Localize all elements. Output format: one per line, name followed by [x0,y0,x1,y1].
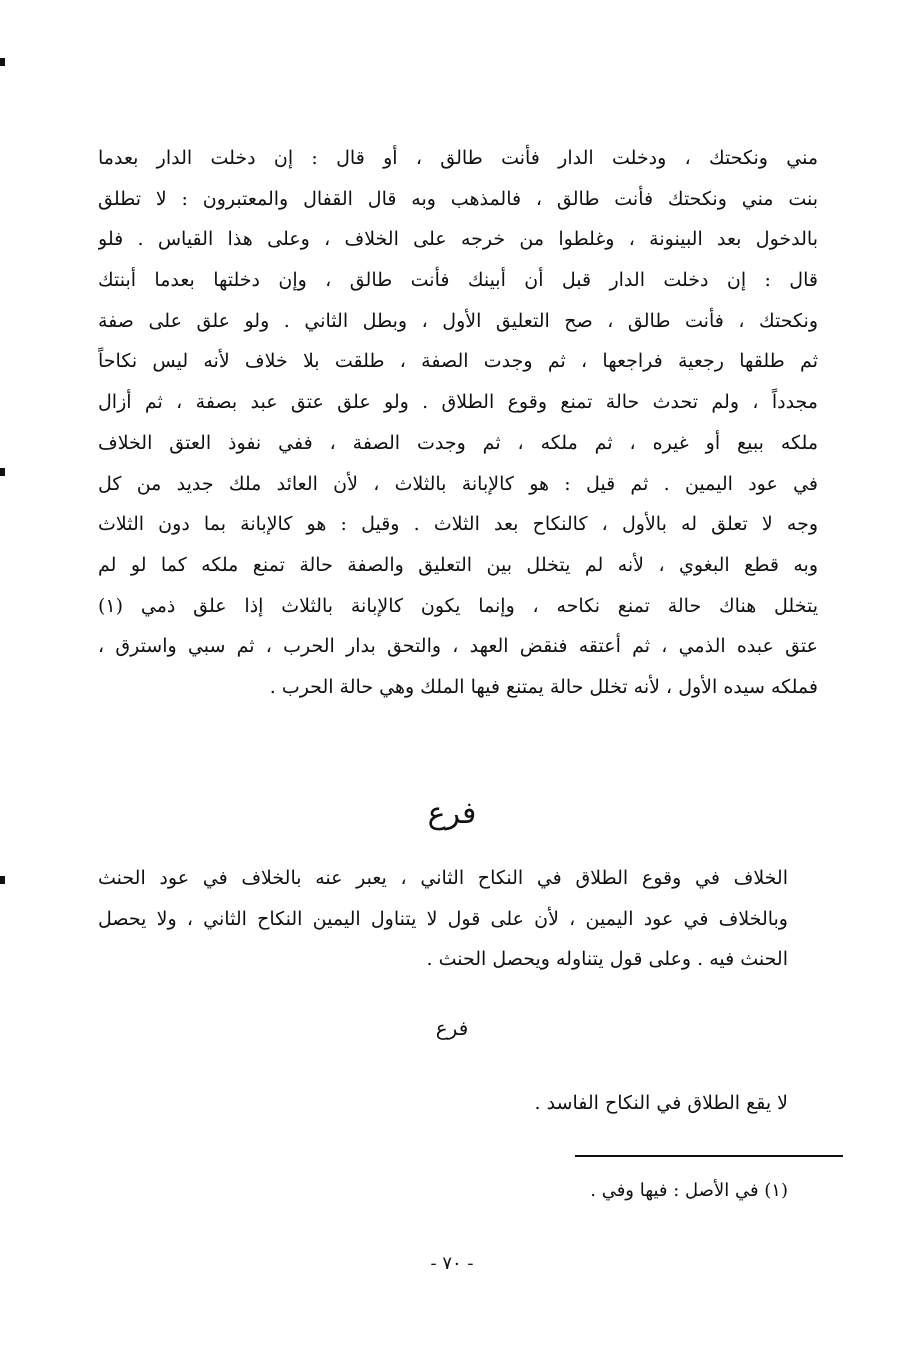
subsection-heading: فرع [435,1016,469,1040]
text-line: مجدداً ، ولم تحدث حالة تمنع وقوع الطلاق . ولو علق عتق عبد بصفة ، ثم أزال [98,391,818,414]
section-heading: فرع [427,796,477,831]
scan-margin-mark [0,58,5,66]
text-line: بنت مني ونكحتك فأنت طالق ، فالمذهب وبه قال القفال والمعتبرون : لا تطلق [98,187,818,210]
scan-margin-mark [0,876,5,884]
text-line: يتخلل هناك حالة تمنع نكاحه ، وإنما يكون كالإبانة بالثلاث إذا علق ذمي (١) [98,594,818,617]
text-line: ثم طلقها رجعية فراجعها ، ثم وجدت الصفة ، طلقت بلا خلاف لأنه ليس نكاحاً [98,350,818,373]
text-line: لا يقع الطلاق في النكاح الفاسد . [534,1092,788,1114]
main-paragraph [98,138,818,708]
text-line: مني ونكحتك ، ودخلت الدار فأنت طالق ، أو قال : إن دخلت الدار بعدما [98,147,818,169]
page-number: - ٧٠ - [430,1253,474,1274]
text-line: وجه لا تعلق له بالأول ، كالنكاح بعد الثلاث . وقيل : هو كالإبانة بما دون الثلاث [98,513,818,536]
second-paragraph [98,858,788,980]
scan-margin-mark [0,468,5,476]
text-line: قال : إن دخلت الدار قبل أن أبينك فأنت طالق ، وإن دخلتها بعدما أبنتك [98,269,818,292]
text-line: بالدخول بعد البينونة ، وغلطوا من خرجه على الخلاف ، وعلى هذا القياس . فلو [98,228,818,251]
text-line: وبالخلاف في عود اليمين ، لأن على قول لا يتناول اليمين النكاح الثاني ، ولا يحصل [98,907,788,930]
third-paragraph [98,1083,788,1124]
text-line: الخلاف في وقوع الطلاق في النكاح الثاني ، يعبر عنه بالخلاف في عود الحنث [98,867,788,889]
footnote: (١) في الأصل : فيها وفي . [590,1180,788,1201]
text-line: عتق عبده الذمي ، ثم أعتقه فنقض العهد ، والتحق بدار الحرب ، ثم سبي واسترق ، [98,635,818,658]
text-line: في عود اليمين . ثم قيل : هو كالإبانة بالثلاث ، لأن العائد ملك جديد من كل [98,472,818,495]
text-line: ملكه ببيع أو غيره ، ثم ملكه ، ثم وجدت الصفة ، ففي نفوذ العتق الخلاف [98,431,818,454]
footnote-divider [575,1155,843,1157]
text-line: ونكحتك ، فأنت طالق ، صح التعليق الأول ، وبطل الثاني . ولو علق على صفة [98,309,818,332]
text-line: الحنث فيه . وعلى قول يتناوله ويحصل الحنث . [426,948,788,971]
text-line: فملكه سيده الأول ، لأنه تخلل حالة يمتنع فيها الملك وهي حالة الحرب . [269,675,818,698]
text-line: وبه قطع البغوي ، لأنه لم يتخلل بين التعليق والصفة حالة تمنع ملكه كما لو لم [98,553,818,576]
